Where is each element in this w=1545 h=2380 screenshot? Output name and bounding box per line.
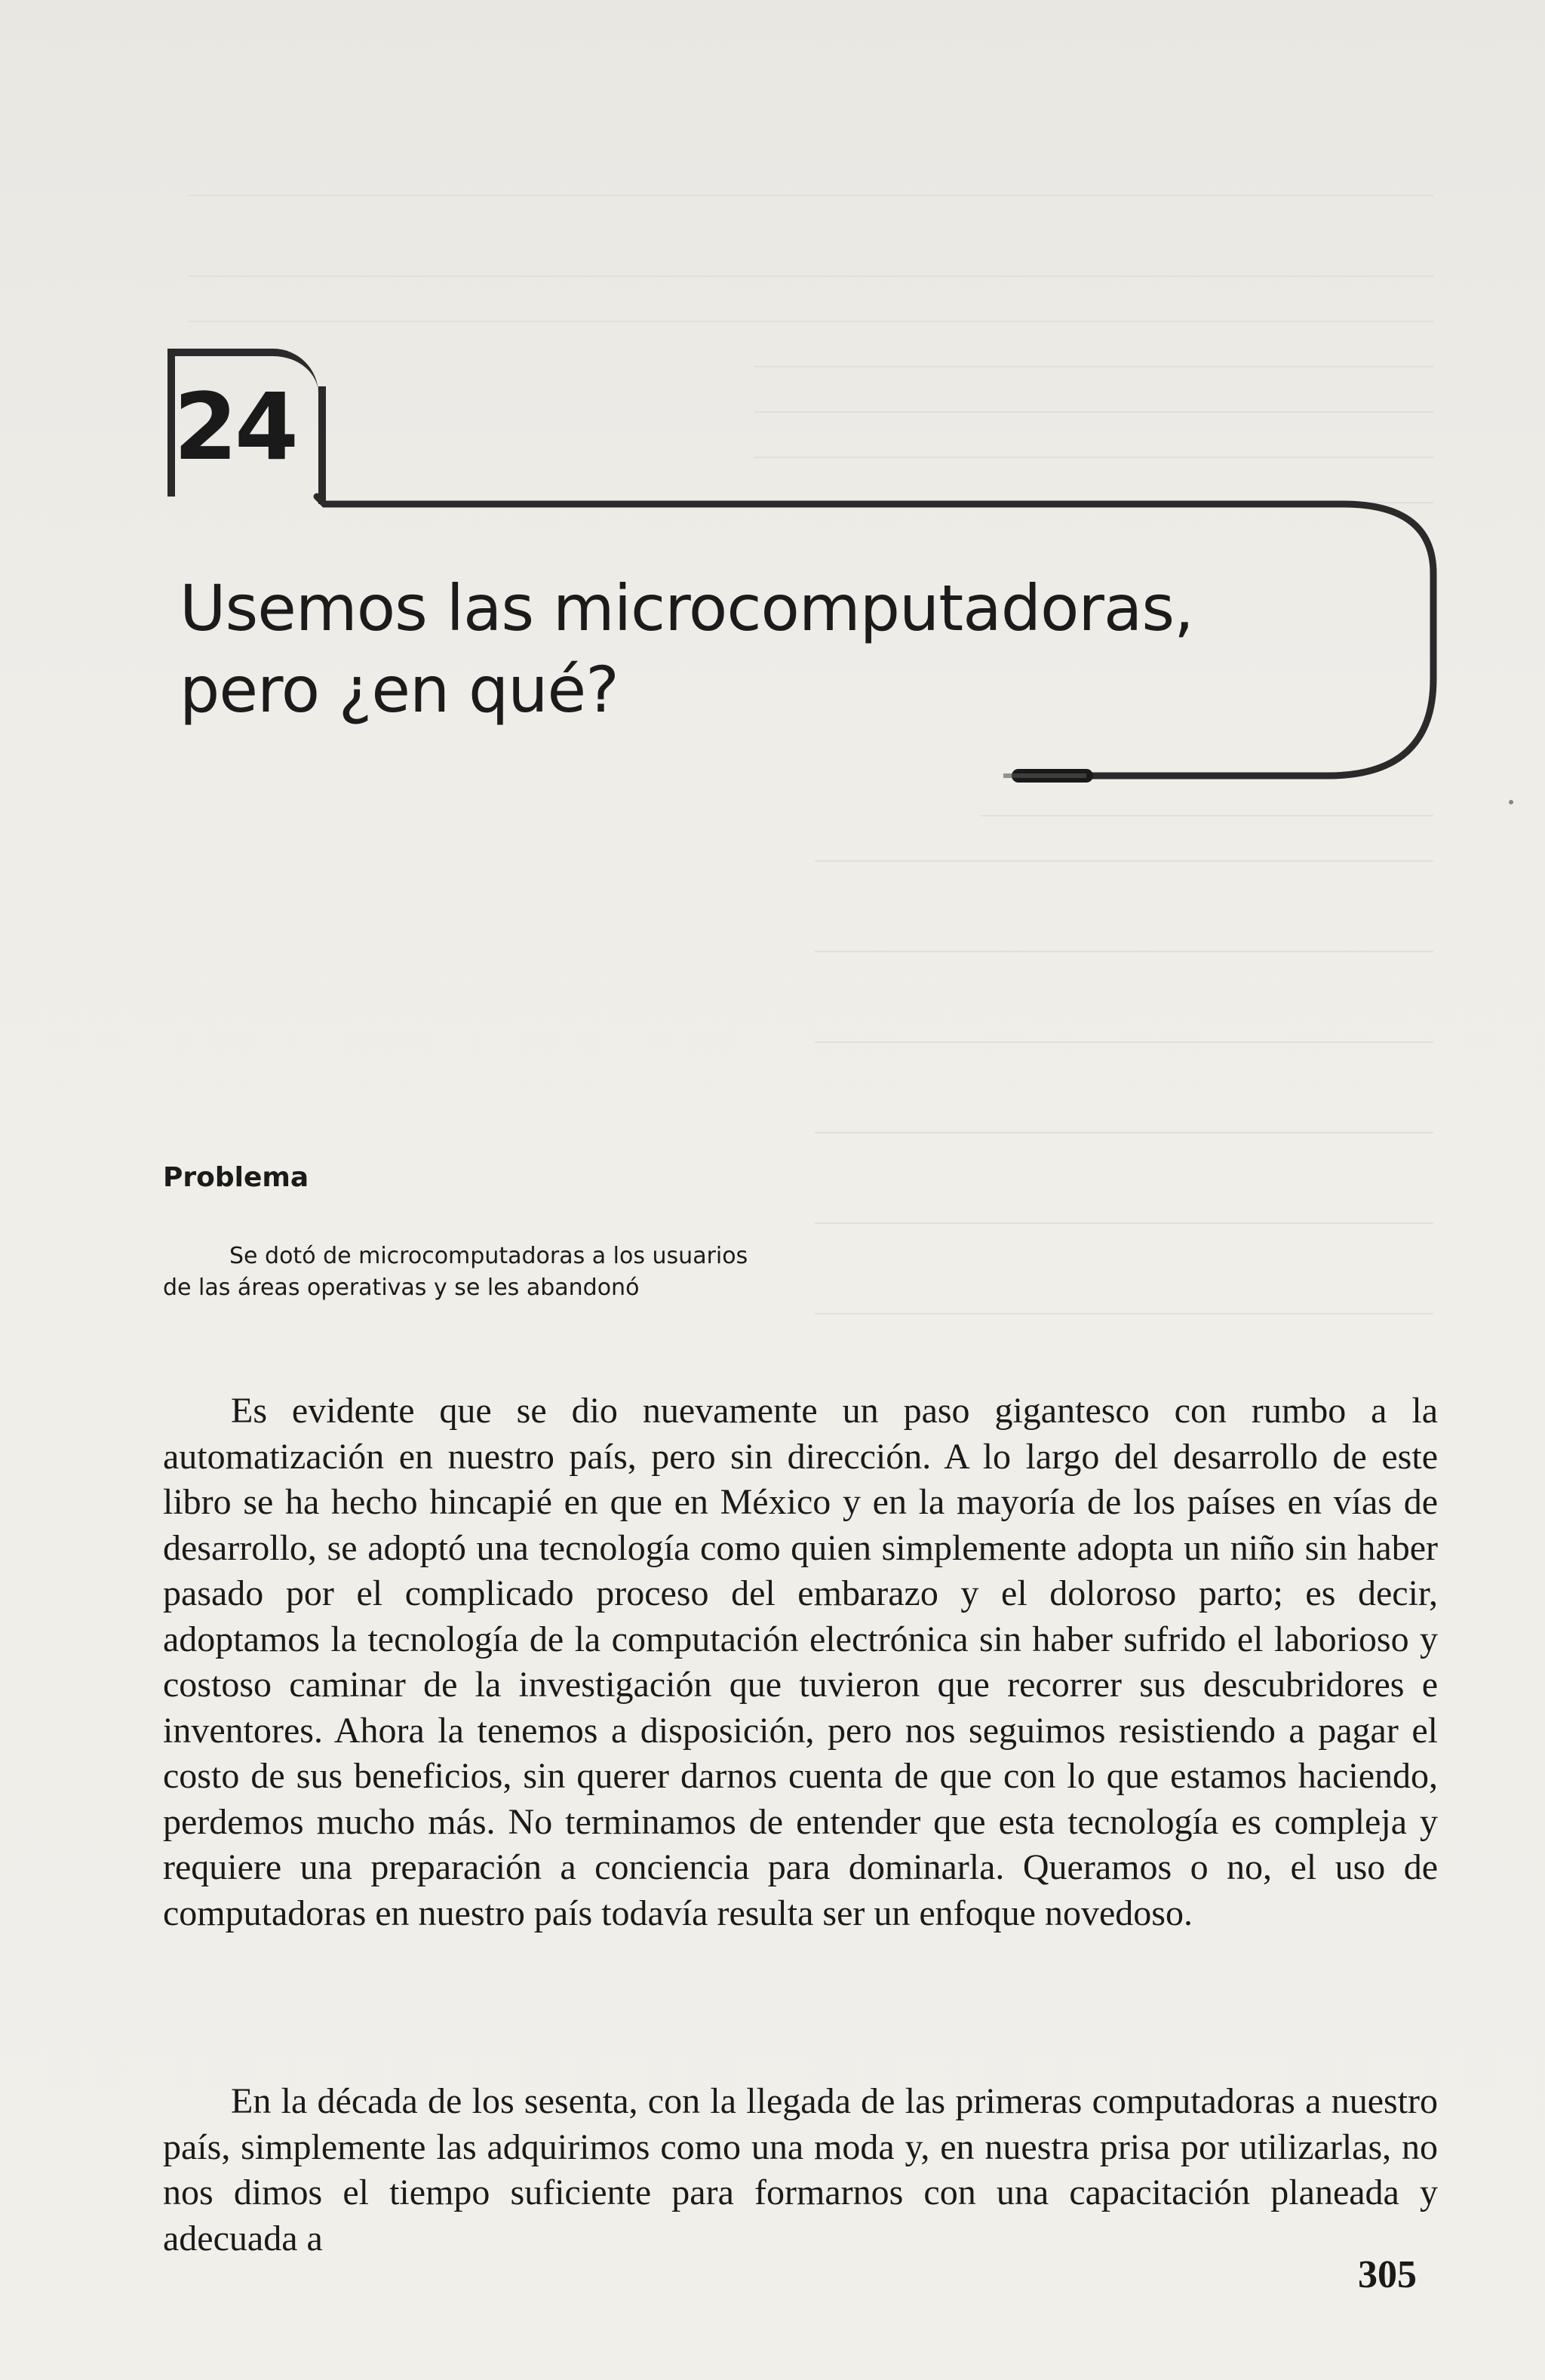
chapter-title-line-2: pero ¿en qué?	[180, 653, 619, 727]
chapter-number: 24	[174, 374, 296, 481]
problem-statement: Se dotó de microcomputadoras a los usuarios de las áreas operativas y se les abandonó	[163, 1243, 748, 1301]
problem-heading: Problema	[163, 1162, 309, 1193]
bleed-through-line	[815, 1132, 1433, 1133]
bleed-through-line	[815, 1313, 1433, 1315]
paper-speck	[1509, 800, 1513, 804]
bleed-through-line	[815, 951, 1433, 952]
chapter-title-line-1: Usemos las microcomputadoras,	[180, 571, 1193, 645]
body-paragraph-1: Es evidente que se dio nuevamente un paso gigantesco con rumbo a la automatización en nuestro país, pero sin dirección. A lo largo del desarrollo de este libro se ha hecho hincapié en que en México y en la mayoría de los países en vías de desarrollo, se adoptó una tecnología como quien simplemente adopta un niño sin haber pasado por el complicado proceso del embarazo y el doloroso parto; es decir, adoptamos la tecnología de la computación electrónica sin haber sufrido el laborioso y costoso caminar de la investigación que tuvieron que recorrer sus descubridores e inventores. Ahora la tenemos a disposición, pero nos seguimos resistiendo a pagar el costo de sus beneficios, sin querer darnos cuenta de que con lo que estamos haciendo, perdemos mucho más. No terminamos de entender que esta tecnología es compleja y requiere una preparación a conciencia para dominarla. Queramos o no, el uso de computadoras en nuestro país todavía resulta ser un enfoque novedoso.	[163, 1391, 1438, 1933]
page-number: 305	[1358, 2253, 1417, 2296]
bleed-through-line	[815, 860, 1433, 862]
bleed-through-line	[815, 1222, 1433, 1224]
chapter-title	[180, 567, 1311, 730]
bleed-through-line	[815, 1041, 1433, 1043]
body-paragraph-2: En la década de los sesenta, con la llegada de las primeras computadoras a nuestro país, simplemente las adquirimos como una moda y, en nuestra prisa por utilizarlas, no nos dimos el tiempo suficiente para formarnos con una capacitación planeada y adecuada a	[163, 2081, 1438, 2259]
